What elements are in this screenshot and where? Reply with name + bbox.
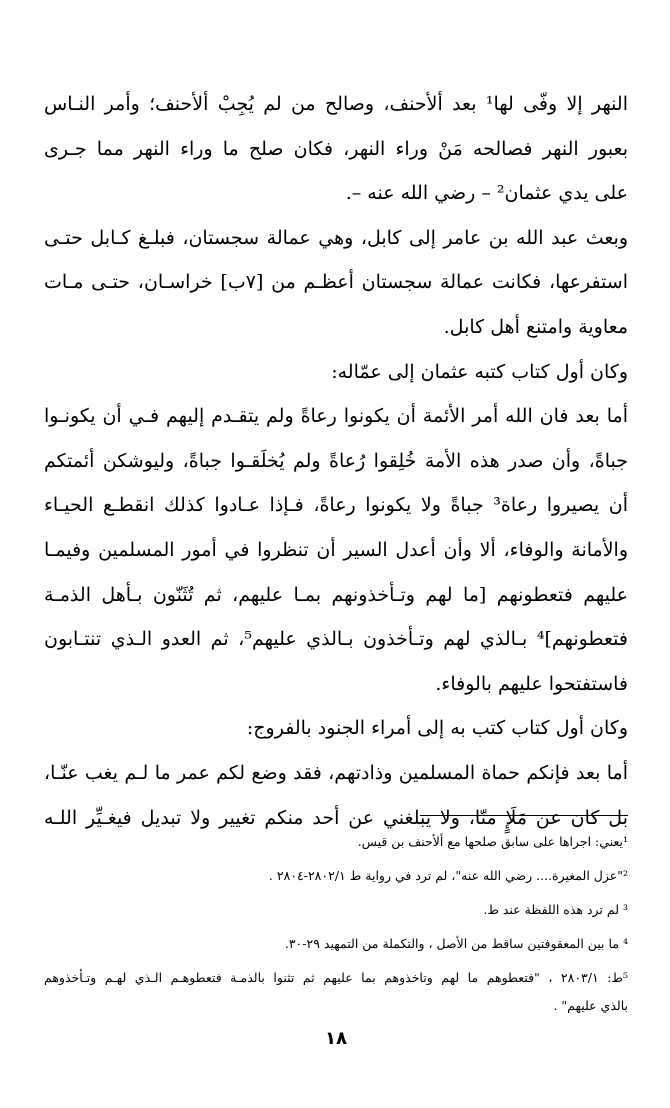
text-line: بل كان عن مَلَإٍ منّا، ولا يبلغني عن أحد منكم تغيير ولا تبديل فيغـيِّر اللـه [44, 806, 628, 829]
main-text [44, 82, 628, 840]
text-line: والأمانة والوفاء، ألا وأن أعدل السير أن تنظروا في أمور المسلمين وفيمـا [44, 538, 628, 561]
footnote: ³ لم ترد هذه اللفظة عند ط. [483, 902, 628, 917]
text-line: أما بعد فان الله أمر الأئمة أن يكونوا رعاةً ولم يتقـدم إليهم فـي أن يكونـوا [44, 405, 628, 428]
text-line: فاستفتحوا عليهم بالوفاء. [435, 672, 628, 695]
text-line: أن يصيروا رعاة³ جباةً ولا يكونوا رعاةً، فـإذا عـادوا كذلك انقطـع الحيـاء [44, 494, 628, 517]
text-line: بعبور النهر فصالحه مَنْ وراء النهر، فكان صلح ما وراء النهر مما جـرى [44, 137, 628, 160]
footnote-continuation: بالذي عليهم" . [553, 998, 628, 1013]
footnote: ⁴ ما بين المعقوفتين ساقط من الأصل ، والتكملة من التمهيد ٢٩-٣٠. [284, 936, 628, 951]
footnote-divider [420, 815, 628, 816]
text-line: فتعطونهم]⁴ بـالذي لهم وتـأخذون بـالذي عليهم⁵، ثم العدو الـذي تنتـابون [44, 628, 628, 651]
footnotes [44, 825, 628, 1025]
text-line: أما بعد فإنكم حماة المسلمين وذادتهم، فقد وضع لكم عمر ما لـم يغب عنّـا، [44, 761, 628, 784]
footnote: ²"عزل المغيرة.... رضي الله عنه"، لم ترد في رواية ط ٢٨٠٢/١-٢٨٠٤ . [268, 868, 628, 883]
text-line: وكان أول كتاب كتب به إلى أمراء الجنود بالفروج: [246, 717, 628, 740]
footnote: ⁵ط: ٢٨٠٣/١ ، "فتعطوهم ما لهم وتاخذوهم بما عليهم ثم تثنوا بالذمـة فتعطوهـم الـذي لهـم وتـأخذوهم [44, 970, 628, 985]
text-line: معاوية وامتنع أهل كابل. [443, 315, 628, 338]
text-line: النهر إلا وفّى لها¹ بعد ألأحنف، وصالح من لم يُجِبْ ألأحنف؛ وأمر النـاس [44, 93, 628, 115]
footnote: ¹يعني: اجراها على سابق صلحها مع ألأحنف بن قيس. [357, 834, 628, 849]
text-line: جباةً، وأن صدر هذه الأمة خُلِقوا رُعاةً ولم يُخلَقـوا جباةً، وليوشكن أئمتكم [44, 449, 628, 472]
text-line: استفرعها، فكانت عمالة سجستان أعظـم من [٧ب] خراسـان، حتـى مـات [44, 271, 628, 294]
text-line: وكان أول كتاب كتبه عثمان إلى عمّاله: [331, 360, 628, 383]
page-number: ١٨ [325, 1028, 347, 1049]
text-line: عليهم فتعطونهم [ما لهم وتـأخذونهم بمـا عليهم، ثم تُثَنّون بـأهل الذمـة [44, 583, 628, 606]
book-page [44, 0, 628, 1108]
text-line: وبعث عبد الله بن عامر إلى كابل، وهي عمالة سجستان، فبلـغ كـابل حتـى [44, 226, 628, 249]
text-line: على يدي عثمان² – رضي الله عنه –. [345, 182, 628, 205]
